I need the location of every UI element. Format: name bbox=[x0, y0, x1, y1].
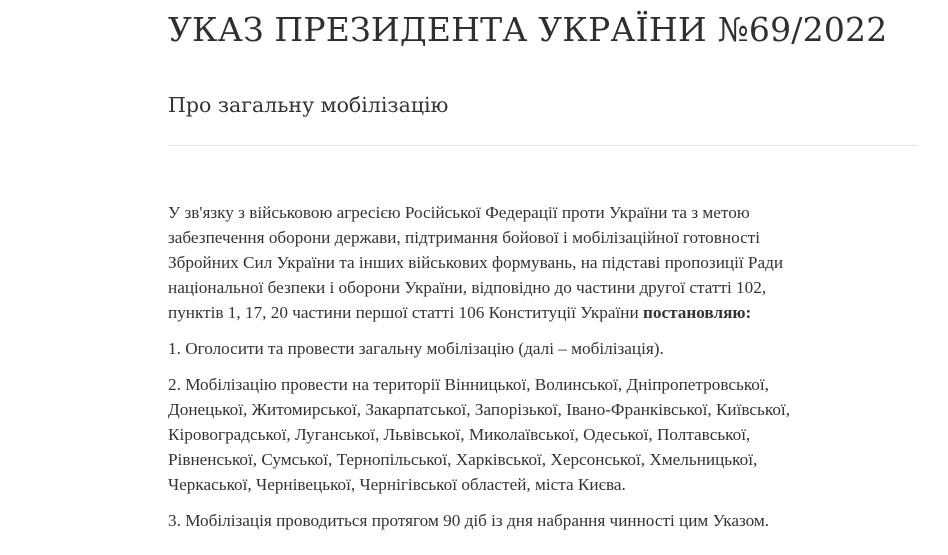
item-line: Черкаської, Чернівецької, Чернігівської областей, міста Києва. bbox=[168, 475, 626, 494]
item-line: Кіровоградської, Луганської, Львівської, Миколаївської, Одеської, Полтавської, bbox=[168, 425, 751, 444]
preamble-line: пунктів 1, 17, 20 частини першої статті 106 Конституції України bbox=[168, 303, 643, 322]
preamble-paragraph bbox=[168, 200, 918, 325]
preamble-line: національної безпеки і оборони України, відповідно до частини другої статті 102, bbox=[168, 278, 767, 297]
page-subtitle: Про загальну мобілізацію bbox=[168, 93, 449, 117]
decree-item-2 bbox=[168, 372, 918, 497]
preamble-line: У зв'язку з військовою агресією Російської Федерації проти України та з метою bbox=[168, 203, 750, 222]
page-title: УКАЗ ПРЕЗИДЕНТА УКРАЇНИ №69/2022 bbox=[168, 10, 888, 49]
item-line: 3. Мобілізація проводиться протягом 90 діб із дня набрання чинності цим Указом. bbox=[168, 511, 770, 530]
article-content bbox=[168, 0, 918, 544]
item-line: Донецької, Житомирської, Закарпатської, Запорізької, Івано-Франківської, Київської, bbox=[168, 400, 791, 419]
divider bbox=[168, 145, 918, 146]
preamble-line: Збройних Сил України та інших військових формувань, на підставі пропозиції Ради bbox=[168, 253, 784, 272]
item-line: 2. Мобілізацію провести на території Вінницької, Волинської, Дніпропетровської, bbox=[168, 375, 769, 394]
item-line: 1. Оголосити та провести загальну мобілізацію (далі – мобілізація). bbox=[168, 339, 664, 358]
decree-body bbox=[168, 200, 918, 533]
preamble-last-line bbox=[168, 300, 918, 325]
decree-word: постановляю: bbox=[642, 303, 752, 322]
preamble-line: забезпечення оборони держави, підтримання бойової і мобілізаційної готовності bbox=[168, 228, 761, 247]
decree-item-3 bbox=[168, 508, 918, 533]
decree-item-1 bbox=[168, 336, 918, 361]
item-line: Рівненської, Сумської, Тернопільської, Харківської, Херсонської, Хмельницької, bbox=[168, 450, 758, 469]
